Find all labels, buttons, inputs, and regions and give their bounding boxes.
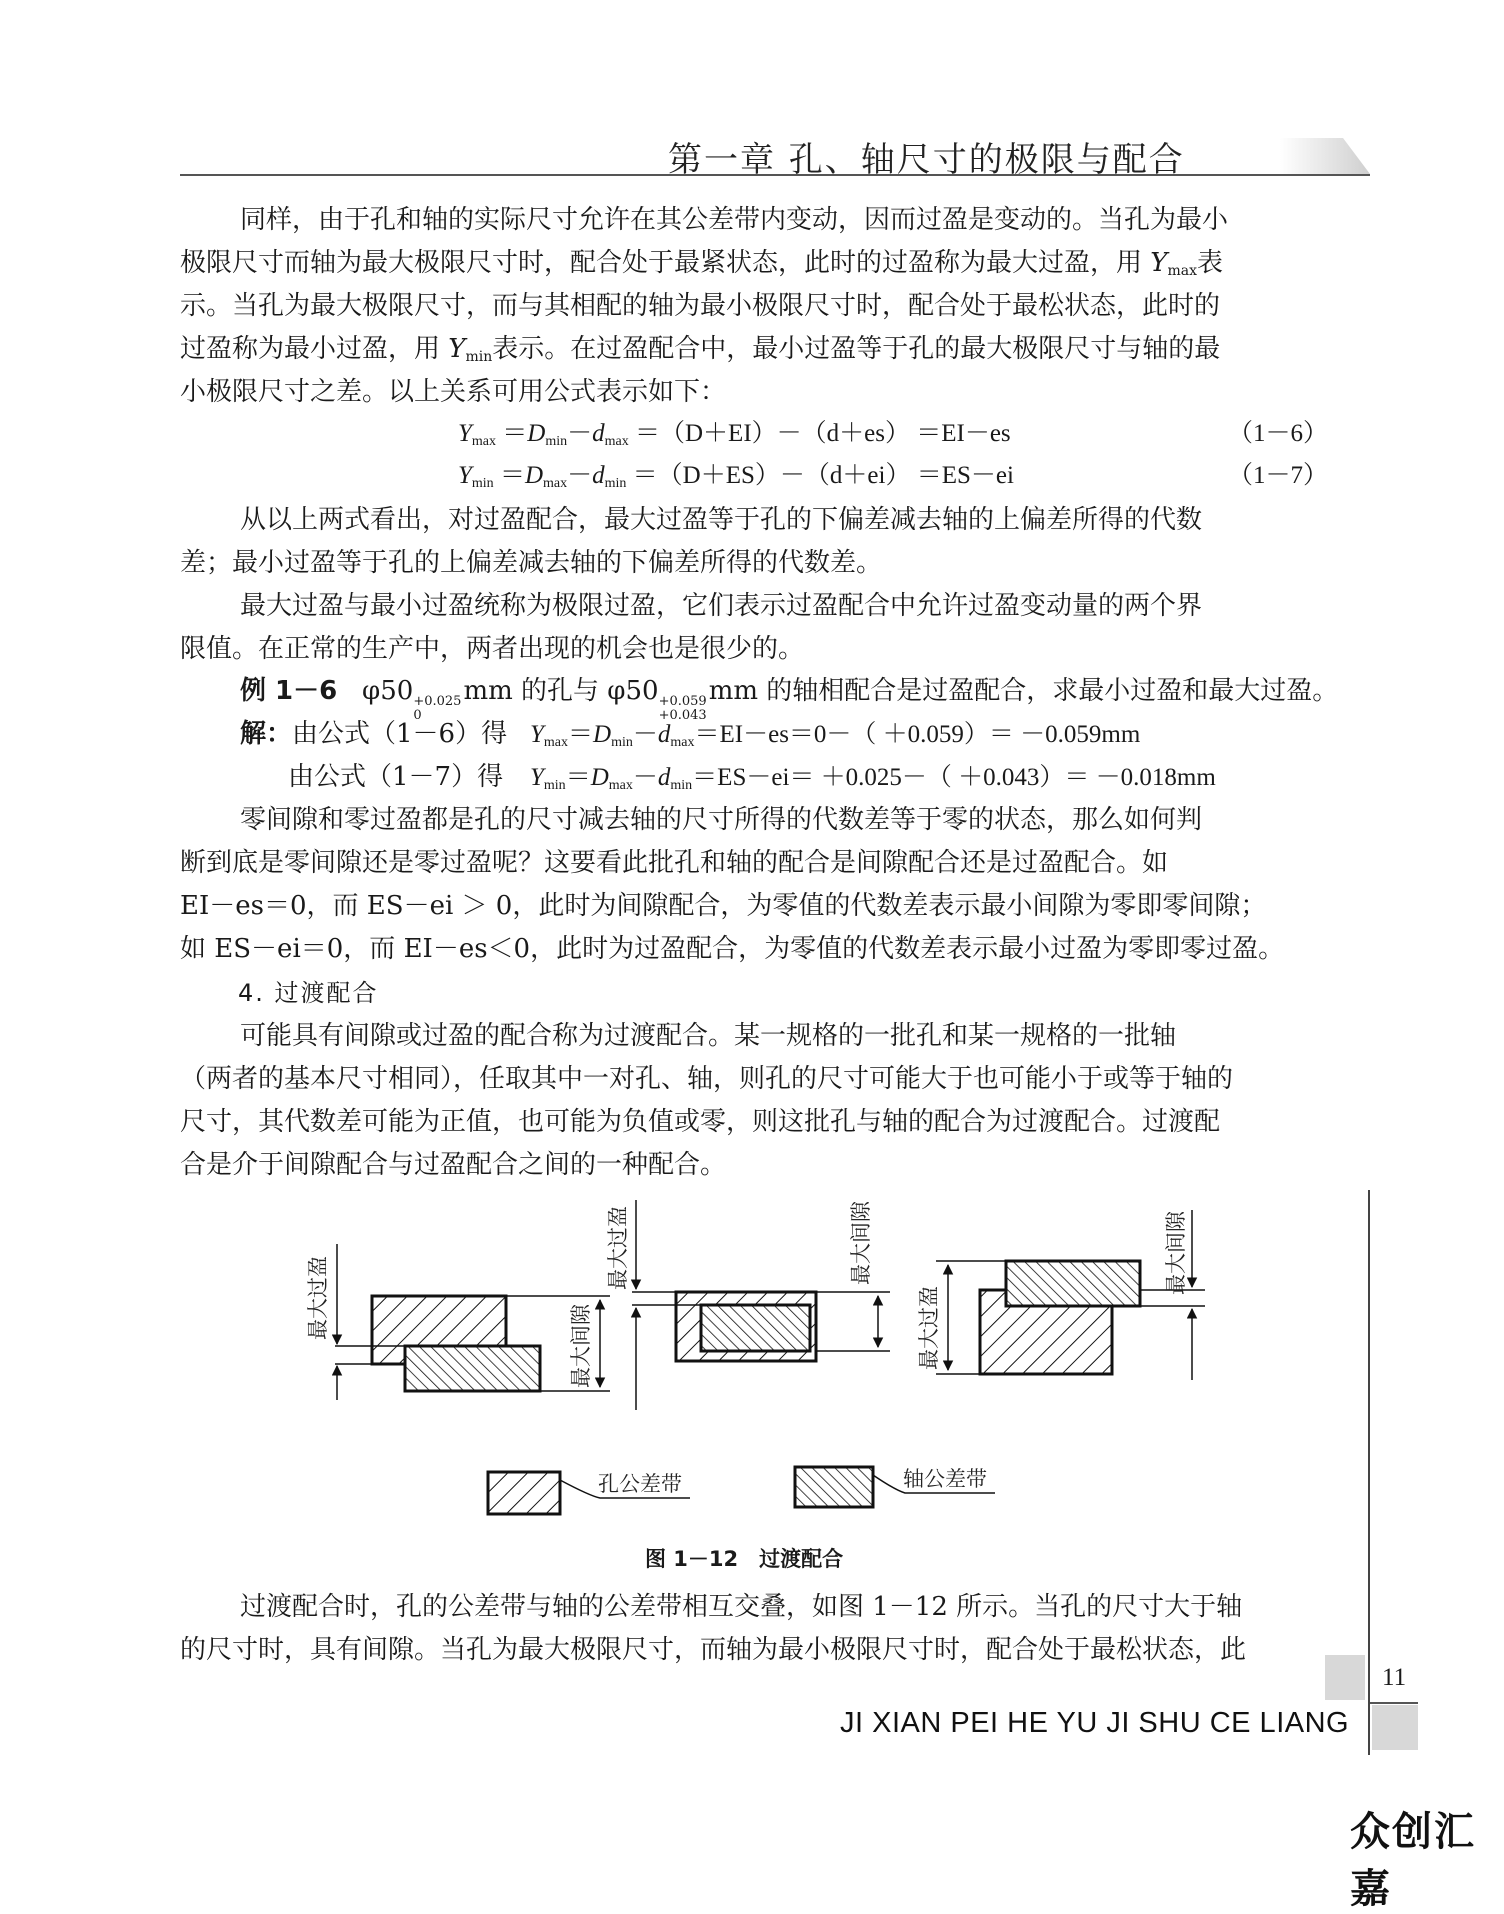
- equation-number: （1－7）: [1228, 462, 1329, 489]
- text-line: 示。当孔为最大极限尺寸，而与其相配的轴为最小极限尺寸时，配合处于最松状态，此时的: [180, 291, 1221, 321]
- text-line: 小极限尺寸之差。以上关系可用公式表示如下：: [180, 377, 727, 407]
- footer-decoration: [1372, 1705, 1418, 1750]
- label-max-clearance: 最大间隙: [849, 1201, 873, 1285]
- watermark: 众创汇嘉: [1350, 1809, 1476, 1912]
- diagram-1: [306, 1244, 610, 1400]
- text-line: 从以上两式看出，对过盈配合，最大过盈等于孔的下偏差减去轴的上偏差所得的代数: [240, 505, 1203, 535]
- text-line: 过渡配合时，孔的公差带与轴的公差带相互交叠，如图 1－12 所示。当孔的尺寸大于轴: [240, 1592, 1243, 1622]
- text-line: 尺寸，其代数差可能为正值，也可能为负值或零，则这批孔与轴的配合为过渡配合。过渡配: [180, 1107, 1221, 1137]
- text-line: 差；最小过盈等于孔的上偏差减去轴的下偏差所得的代数差。: [180, 548, 883, 578]
- text-line: 可能具有间隙或过盈的配合称为过渡配合。某一规格的一批孔和某一规格的一批轴: [240, 1021, 1177, 1051]
- diagram-2: [606, 1200, 890, 1410]
- text-line: 零间隙和零过盈都是孔的尺寸减去轴的尺寸所得的代数差等于零的状态，那么如何判: [240, 805, 1203, 835]
- solution-eq-2: $Y_{min}=D_{max}-d_{min}=ES-ei= +0.025-( +0.043)= -0.018mm$: [530, 764, 1216, 793]
- section-heading: 4. 过渡配合: [238, 979, 379, 1007]
- legend-hole-label: 孔公差带: [598, 1472, 682, 1496]
- example-statement: 例 1－6 φ50 +0.025 0 mm 的孔与 φ50 +0.059 +0.043 mm 的轴相配合是过盈配合，求最小过盈和最大过盈。: [240, 676, 1339, 723]
- text-line: 最大过盈与最小过盈统称为极限过盈，它们表示过盈配合中允许过盈变动量的两个界: [240, 591, 1203, 621]
- shaft-zone: [701, 1305, 810, 1351]
- text-line: 合是介于间隙配合与过盈配合之间的一种配合。: [180, 1150, 727, 1180]
- text-line: EI－es＝0，而 ES－ei ＞ 0，此时为间隙配合，为零值的代数差表示最小间隙为零即零间隙；: [180, 891, 1267, 921]
- label-max-clearance: 最大间隙: [569, 1304, 593, 1388]
- label-max-clearance: 最大间隙: [1164, 1211, 1188, 1295]
- footer-rule: [1370, 1702, 1418, 1704]
- chapter-title: 第一章 孔、轴尺寸的极限与配合: [668, 140, 1185, 180]
- text-line: 同样，由于孔和轴的实际尺寸允许在其公差带内变动，因而过盈是变动的。当孔为最小: [240, 205, 1229, 235]
- legend-shaft-swatch: [795, 1467, 873, 1507]
- equation-number: （1－6）: [1228, 420, 1329, 447]
- footer-vertical-rule: [1368, 1190, 1370, 1755]
- equation-1-6: $Y_{max} =D_{min}-d_{max} =(D+EI)-(d+es) =EI-es$: [458, 420, 1011, 449]
- label-max-interference: 最大过盈: [917, 1286, 941, 1370]
- text-line: 如 ES－ei＝0，而 EI－es＜0，此时为过盈配合，为零值的代数差表示最小过盈为零即零过盈。: [180, 934, 1285, 964]
- text-line: （两者的基本尺寸相同），任取其中一对孔、轴，则孔的尺寸可能大于也可能小于或等于轴的: [180, 1064, 1234, 1094]
- legend: [488, 1467, 995, 1514]
- diagram-3: [917, 1210, 1205, 1380]
- legend-shaft-label: 轴公差带: [903, 1467, 987, 1491]
- shaft-zone: [405, 1346, 540, 1391]
- equation-1-7: $Y_{min} =D_{max}-d_{min} =(D+ES)-(d+ei) =ES-ei$: [458, 462, 1014, 491]
- text-line: 限值。在正常的生产中，两者出现的机会也是很少的。: [180, 634, 805, 664]
- shaft-zone: [1006, 1261, 1140, 1306]
- label-max-interference: 最大过盈: [306, 1256, 330, 1340]
- solution-line-2: 由公式（1－7）得: [288, 762, 504, 792]
- solution-line-1: 解：由公式（1－6）得: [240, 719, 508, 749]
- legend-hole-swatch: [488, 1472, 560, 1514]
- text-line: 过盈称为最小过盈，用 $Y_{min}$表示。在过盈配合中，最小过盈等于孔的最大极限尺寸与轴的最: [180, 334, 1221, 365]
- text-line: 极限尺寸而轴为最大极限尺寸时，配合处于最紧状态，此时的过盈称为最大过盈，用 $Y_{max}$表: [180, 248, 1223, 279]
- figure-caption: 图 1－12 过渡配合: [645, 1547, 844, 1571]
- footer-decoration: [1325, 1655, 1365, 1700]
- label-max-interference: 最大过盈: [606, 1206, 630, 1290]
- text-line: 断到底是零间隙还是零过盈呢？这要看此批孔和轴的配合是间隙配合还是过盈配合。如: [180, 848, 1169, 878]
- solution-eq-1: $Y_{max}=D_{min}-d_{max}=EI-es=0-( +0.059)= -0.059mm$: [530, 721, 1141, 750]
- text-line: 的尺寸时，具有间隙。当孔为最大极限尺寸，而轴为最小极限尺寸时，配合处于最松状态，此: [180, 1635, 1247, 1665]
- running-title: JI XIAN PEI HE YU JI SHU CE LIANG: [840, 1707, 1350, 1739]
- page-number: 11: [1382, 1664, 1407, 1691]
